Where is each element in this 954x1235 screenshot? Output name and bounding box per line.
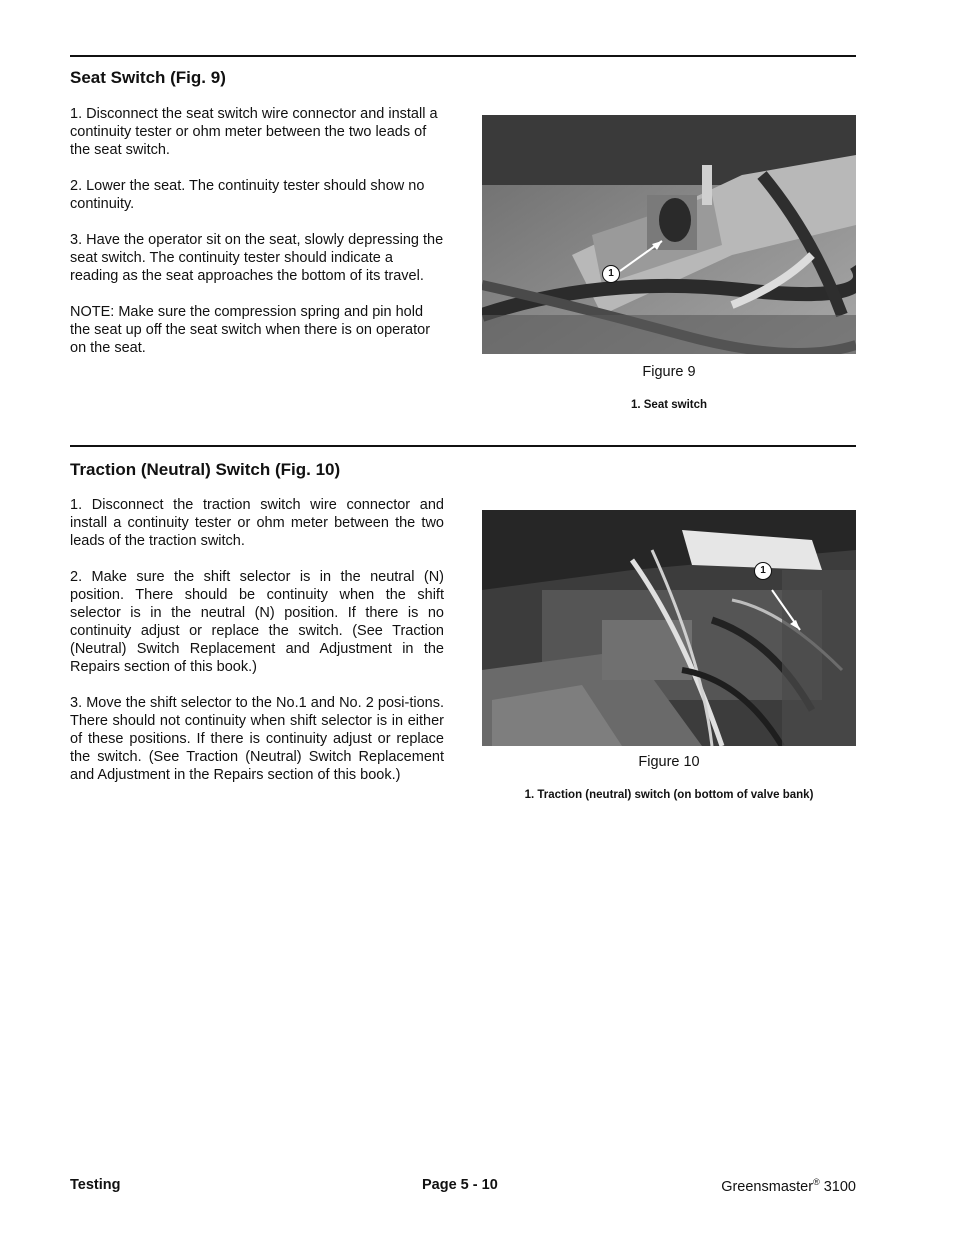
registered-mark: ® [813,1177,820,1187]
paragraph: 3. Move the shift selector to the No.1 and No. 2 posi-tions. There should not continuity when shift selector is in either of these positions. If there is continuity adjust or replace the switch. (See Traction (Neutral) Switch Replacement and Adjustment in the Repairs section of this book.) [70,695,444,783]
footer-page-number: Page 5 - 10 [422,1177,498,1193]
figure-9-legend: 1. Seat switch [630,399,708,411]
callout-1: 1 [602,265,620,283]
paragraph: 2. Make sure the shift selector is in the neutral (N) position. There should be continuity when the shift selector is in the neutral (N) position. If there is no continuity adjust or replace the switch. (See Traction (Neutral) Switch Replacement and Adjustment in the Repairs section of this book.) [70,569,444,675]
section-heading-traction-switch: Traction (Neutral) Switch (Fig. 10) [70,460,341,479]
paragraph: 1. Disconnect the traction switch wire connector and install a continuity tester or ohm meter between the two leads of the traction switch. [70,497,444,549]
figure-10-illustration [482,510,856,746]
seat-switch-instructions [70,105,444,375]
figure-9-illustration [482,115,856,354]
product-brand: Greensmaster [721,1178,814,1195]
paragraph: 3. Have the operator sit on the seat, slowly depressing the seat switch. The continuity tester should indicate a reading as the seat approaches the bottom of its travel. [70,232,444,284]
footer-product-name [721,1177,856,1195]
product-model: 3100 [823,1178,856,1195]
paragraph: 2. Lower the seat. The continuity tester should show no continuity. [70,178,425,212]
section-divider-middle [70,445,856,447]
figure-10-photo [482,510,856,746]
section-divider-top [70,55,856,57]
footer-section-name: Testing [70,1177,121,1193]
traction-switch-instructions [70,496,444,802]
section-heading-seat-switch: Seat Switch (Fig. 9) [70,68,226,87]
figure-9-caption: Figure 9 [642,364,696,380]
callout-1: 1 [754,562,772,580]
paragraph: NOTE: Make sure the compression spring and pin hold the seat up off the seat switch when there is on operator on the seat. [70,304,431,356]
figure-9-photo [482,115,856,354]
paragraph: 1. Disconnect the seat switch wire connector and install a continuity tester or ohm meter between the two leads of the seat switch. [70,106,438,158]
figure-10-legend: 1. Traction (neutral) switch (on bottom of valve bank) [524,789,814,801]
figure-10-caption: Figure 10 [638,754,700,770]
